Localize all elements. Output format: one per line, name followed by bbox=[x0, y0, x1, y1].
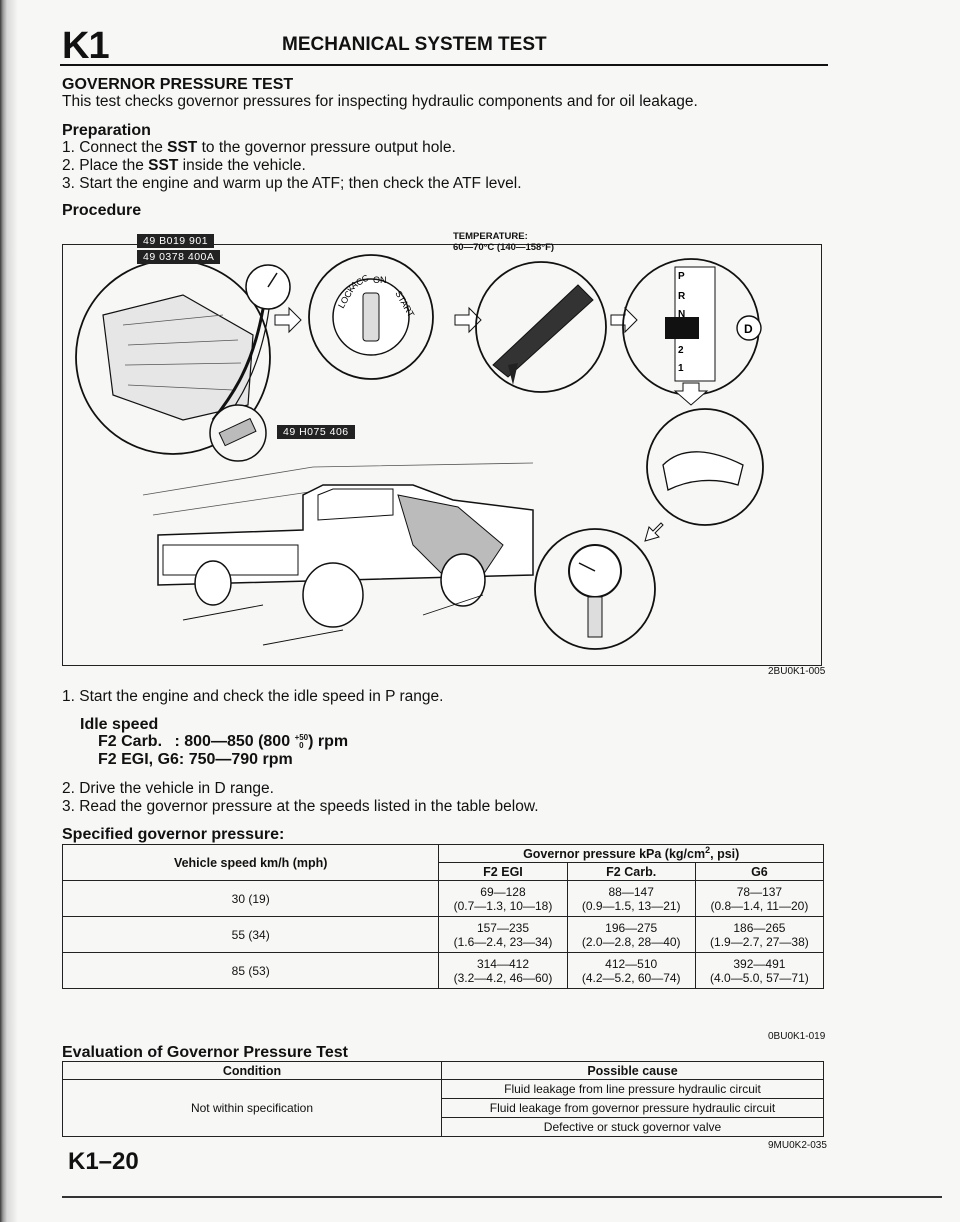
cause-cell: Fluid leakage from line pressure hydraulic circuit bbox=[442, 1080, 824, 1099]
governor-intro: This test checks governor pressures for inspecting hydraulic components and for oil leakage. bbox=[62, 93, 698, 110]
procedure-figure bbox=[62, 231, 822, 666]
ignition-label-acc: ACC bbox=[349, 272, 371, 291]
table-row bbox=[63, 917, 824, 953]
section-code: K1 bbox=[62, 25, 109, 67]
arrow-down-icon bbox=[675, 383, 707, 405]
pressure-cell: 88—147 (0.9—1.5, 13—21) bbox=[567, 881, 695, 917]
col-possible-cause: Possible cause bbox=[442, 1062, 824, 1080]
temperature-label: TEMPERATURE: 60—70°C (140—158°F) bbox=[453, 231, 555, 253]
arrow-down-left-icon bbox=[645, 523, 663, 541]
dipstick-drawing bbox=[476, 262, 606, 392]
speed-cell: 30 (19) bbox=[63, 881, 439, 917]
preparation-step-2: 2. Place the SST inside the vehicle. bbox=[62, 157, 306, 174]
footer-rule bbox=[62, 1196, 942, 1198]
gear-n: N bbox=[678, 309, 686, 320]
gear-selector-drawing bbox=[623, 259, 761, 395]
procedure-heading: Procedure bbox=[62, 202, 142, 219]
accelerator-pedal-drawing bbox=[647, 409, 763, 525]
ignition-label-start: START bbox=[393, 289, 417, 319]
pressure-cell: 69—128 (0.7—1.3, 10—18) bbox=[439, 881, 567, 917]
col-f2-carb: F2 Carb. bbox=[567, 863, 695, 881]
col-condition: Condition bbox=[63, 1062, 442, 1080]
pressure-cell: 186—265 (1.9—2.7, 27—38) bbox=[695, 917, 823, 953]
governor-pressure-table bbox=[62, 844, 824, 989]
preparation-step-3: 3. Start the engine and warm up the ATF; then check the ATF level. bbox=[62, 175, 522, 192]
evaluation-heading: Evaluation of Governor Pressure Test bbox=[62, 1044, 349, 1061]
figure-id-procedure: 2BU0K1-005 bbox=[768, 666, 826, 677]
ignition-label-on: ON bbox=[373, 275, 387, 285]
page-title: MECHANICAL SYSTEM TEST bbox=[282, 34, 547, 55]
arrow-right-icon bbox=[275, 308, 301, 332]
gear-d: D bbox=[744, 322, 753, 336]
idle-speed-carb: F2 Carb. : 800—850 (800 +50 0 ) rpm bbox=[98, 732, 349, 750]
gear-p: P bbox=[678, 271, 685, 282]
scan-binding-edge bbox=[0, 0, 18, 1222]
preparation-step-1: 1. Connect the SST to the governor pressure output hole. bbox=[62, 139, 456, 156]
pressure-gauge-drawing bbox=[535, 529, 655, 649]
procedure-illustration bbox=[63, 245, 821, 665]
pressure-cell: 78—137 (0.8—1.4, 11—20) bbox=[695, 881, 823, 917]
pressure-cell: 157—235 (1.6—2.4, 23—34) bbox=[439, 917, 567, 953]
col-f2-egi: F2 EGI bbox=[439, 863, 567, 881]
gear-r: R bbox=[678, 291, 686, 302]
procedure-step-3: 3. Read the governor pressure at the speeds listed in the table below. bbox=[62, 798, 539, 815]
evaluation-table bbox=[62, 1061, 824, 1137]
speed-cell: 85 (53) bbox=[63, 953, 439, 989]
sst-tag-3: 49 H075 406 bbox=[277, 425, 355, 439]
table-row bbox=[63, 953, 824, 989]
header-rule bbox=[60, 64, 828, 66]
table-row bbox=[63, 881, 824, 917]
gear-1: 1 bbox=[678, 363, 684, 374]
ignition-label-lock: LOCK bbox=[336, 283, 357, 310]
pressure-cell: 196—275 (2.0—2.8, 28—40) bbox=[567, 917, 695, 953]
procedure-step-2: 2. Drive the vehicle in D range. bbox=[62, 780, 274, 797]
col-vehicle-speed: Vehicle speed km/h (mph) bbox=[63, 845, 439, 881]
cause-cell: Defective or stuck governor valve bbox=[442, 1118, 824, 1137]
speed-cell: 55 (34) bbox=[63, 917, 439, 953]
figure-id-spec-table: 0BU0K1-019 bbox=[768, 1031, 826, 1042]
pressure-cell: 412—510 (4.2—5.2, 60—74) bbox=[567, 953, 695, 989]
table-row bbox=[63, 1080, 824, 1099]
pressure-cell: 392—491 (4.0—5.0, 57—71) bbox=[695, 953, 823, 989]
col-g6: G6 bbox=[695, 863, 823, 881]
page-number: K1–20 bbox=[68, 1148, 139, 1175]
governor-heading: GOVERNOR PRESSURE TEST bbox=[62, 76, 294, 93]
pickup-truck-drawing bbox=[143, 463, 533, 645]
ignition-switch-drawing bbox=[309, 255, 433, 379]
pressure-cell: 314—412 (3.2—4.2, 46—60) bbox=[439, 953, 567, 989]
sst-tag-2: 49 0378 400A bbox=[137, 250, 220, 264]
cause-cell: Fluid leakage from governor pressure hydraulic circuit bbox=[442, 1099, 824, 1118]
spec-table-heading: Specified governor pressure: bbox=[62, 826, 285, 843]
sst-tag-1: 49 B019 901 bbox=[137, 234, 214, 248]
procedure-step-1: 1. Start the engine and check the idle speed in P range. bbox=[62, 688, 444, 705]
condition-cell: Not within specification bbox=[63, 1080, 442, 1137]
preparation-heading: Preparation bbox=[62, 122, 151, 139]
figure-id-evaluation: 9MU0K2-035 bbox=[768, 1140, 827, 1151]
idle-speed-heading: Idle speed bbox=[80, 716, 159, 733]
col-governor-pressure: Governor pressure kPa ($kg/cm^2$, psi) bbox=[439, 845, 824, 863]
idle-speed-egi: F2 EGI, G6: 750—790 rpm bbox=[98, 751, 293, 768]
gear-2: 2 bbox=[678, 345, 684, 356]
